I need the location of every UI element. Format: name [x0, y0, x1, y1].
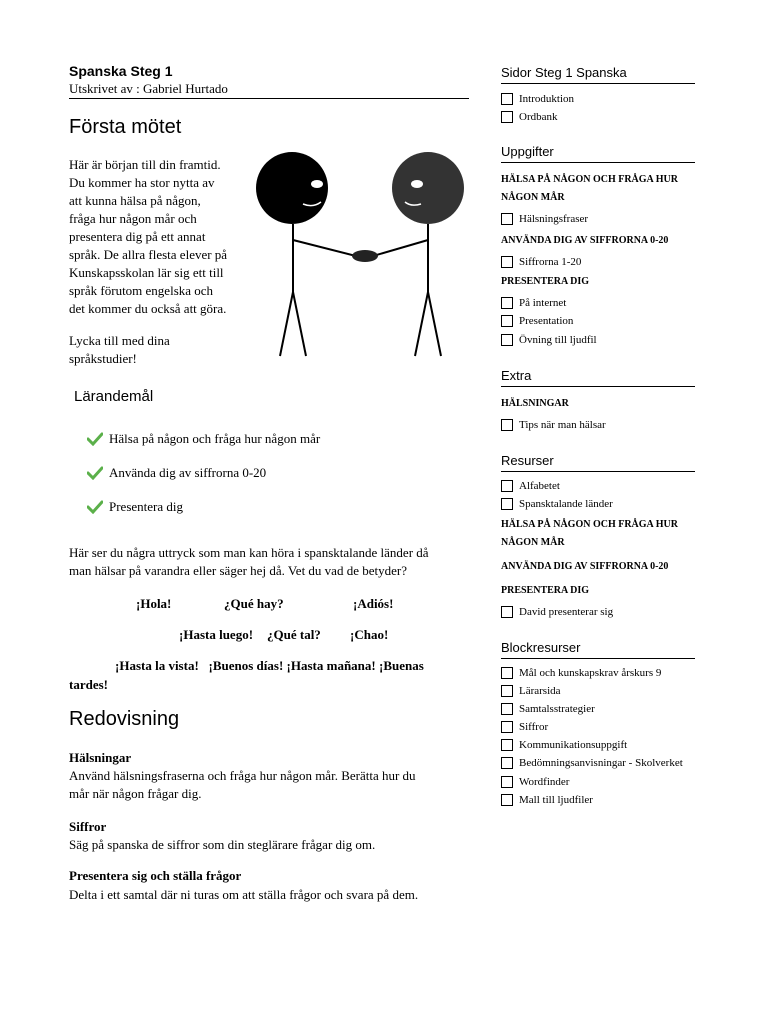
- wish-line: Lycka till med dina: [69, 333, 170, 348]
- goal-item: [87, 464, 266, 482]
- checkbox-icon[interactable]: [501, 419, 513, 431]
- phrase: ¿Qué hay?: [224, 596, 284, 611]
- checkmark-icon: [87, 466, 103, 480]
- goal-item: [87, 430, 320, 448]
- checkbox-icon[interactable]: [501, 667, 513, 679]
- redovisning-item-text: [69, 886, 469, 904]
- intro-line: det kommer du också att göra.: [69, 301, 227, 316]
- handshake-hands: [352, 250, 378, 262]
- phrase: ¡Adiós!: [353, 596, 394, 611]
- intro-line: språk förutom engelska och: [69, 283, 214, 298]
- sidebar-link-label[interactable]: Övning till ljudfil: [519, 334, 597, 346]
- redovisning-line: Delta i ett samtal där ni turas om att ställa frågor och svara på dem.: [69, 887, 419, 902]
- checkbox-icon[interactable]: [501, 256, 513, 268]
- checkbox-icon[interactable]: [501, 297, 513, 309]
- sidebar-link-block-resource[interactable]: [501, 756, 683, 770]
- checkbox-icon[interactable]: [501, 739, 513, 751]
- redovisning-item-title: Siffror: [69, 819, 107, 834]
- sidebar-link-label[interactable]: Spansktalande länder: [519, 498, 613, 510]
- checkbox-icon[interactable]: [501, 794, 513, 806]
- sidebar-group-title: ANVÄNDA DIG AV SIFFRORNA 0-20: [501, 561, 669, 572]
- sidebar-link-label[interactable]: Mål och kunskapskrav årskurs 9: [519, 667, 662, 679]
- checkbox-icon[interactable]: [501, 703, 513, 715]
- phrases-intro: [69, 544, 469, 580]
- sidebar-heading-block-resources: Blockresurser: [501, 640, 695, 659]
- phrase: ¡Hasta luego!: [179, 627, 254, 642]
- phrase: ¿Qué tal?: [267, 627, 321, 642]
- intro-line: Kunskapsskolan lär sig ett till: [69, 265, 224, 280]
- sidebar-heading-pages: Sidor Steg 1 Spanska: [501, 65, 695, 84]
- checkbox-icon[interactable]: [501, 213, 513, 225]
- sidebar-link-label[interactable]: Hälsningsfraser: [519, 213, 589, 225]
- sidebar-link-block-resource[interactable]: [501, 720, 548, 734]
- sidebar-group-title: HÄLSNINGAR: [501, 398, 569, 409]
- sidebar-link-pa-internet[interactable]: [501, 296, 566, 310]
- checkbox-icon[interactable]: [501, 776, 513, 788]
- section-title-intro: Första mötet: [69, 116, 182, 138]
- main-content: [69, 62, 469, 902]
- sidebar-link-label[interactable]: David presenterar sig: [519, 606, 614, 618]
- sidebar-link-label[interactable]: Siffror: [519, 721, 549, 733]
- redovisning-item-text: [69, 767, 469, 803]
- checkbox-icon[interactable]: [501, 685, 513, 697]
- phrases-intro-line: Här ser du några uttryck som man kan höra i spansktalande länder då: [69, 545, 429, 560]
- goal-label: Presentera dig: [109, 499, 184, 514]
- sidebar-link-block-resource[interactable]: [501, 702, 595, 716]
- sidebar-group-title: ANVÄNDA DIG AV SIFFRORNA 0-20: [501, 235, 669, 246]
- sidebar-link-label[interactable]: På internet: [519, 297, 567, 309]
- redovisning-line: Använd hälsningsfraserna och fråga hur någon mår. Berätta hur du: [69, 768, 416, 783]
- redovisning-line: Säg på spanska de siffror som din steglärare frågar dig om.: [69, 837, 376, 852]
- group-title-line: NÅGON MÅR: [501, 192, 565, 203]
- goal-label: Använda dig av siffrorna 0-20: [109, 465, 267, 480]
- sidebar-link-label[interactable]: Siffrorna 1-20: [519, 256, 582, 268]
- intro-line: Du kommer ha stor nytta av: [69, 175, 215, 190]
- checkbox-icon[interactable]: [501, 721, 513, 733]
- right-figure-head: [392, 152, 464, 224]
- sidebar-link-block-resource[interactable]: [501, 738, 627, 752]
- phrases-intro-line: man hälsar på varandra eller säger hej då. Vet du vad de betyder?: [69, 563, 407, 578]
- goal-label: Hälsa på någon och fråga hur någon mår: [109, 431, 321, 446]
- sidebar-link-label[interactable]: Wordfinder: [519, 776, 570, 788]
- sidebar-link-ovning[interactable]: [501, 333, 597, 347]
- sidebar-group-title: [501, 516, 695, 552]
- intro-text: [69, 156, 259, 318]
- intro-line: språk. De allra flesta elever på: [69, 247, 228, 262]
- wish-line: språkstudier!: [69, 351, 137, 366]
- intro-line: Här är början till din framtid.: [69, 157, 221, 172]
- goal-item: [87, 498, 183, 516]
- phrase: ¡Chao!: [350, 627, 389, 642]
- sidebar-link-label[interactable]: Samtalsstrategier: [519, 703, 595, 715]
- sidebar-group-title: [501, 171, 695, 207]
- sidebar-link-label[interactable]: Bedömningsanvisningar - Skolverket: [519, 757, 683, 769]
- checkbox-icon[interactable]: [501, 334, 513, 346]
- left-figure-head: [256, 152, 328, 224]
- handshake-illustration: [255, 152, 471, 358]
- sidebar-link-halsningsfraser[interactable]: [501, 212, 588, 226]
- group-title-line: HÄLSA PÅ NÅGON OCH FRÅGA HUR: [501, 519, 678, 530]
- sidebar-heading-resources: Resurser: [501, 453, 695, 472]
- checkbox-icon[interactable]: [501, 315, 513, 327]
- phrase-line: ¡Hasta la vista! ¡Buenos días! ¡Hasta mañana! ¡Buenas: [115, 658, 424, 673]
- checkmark-icon: [87, 500, 103, 514]
- course-title: Spanska Steg 1: [69, 63, 173, 79]
- redovisning-item-title: Hälsningar: [69, 750, 132, 765]
- sidebar-link-tips[interactable]: [501, 418, 606, 432]
- sidebar-link-ordbank[interactable]: [501, 110, 558, 124]
- redovisning-item-title: Presentera sig och ställa frågor: [69, 868, 242, 883]
- phrase-line: tardes!: [69, 677, 108, 692]
- sidebar-link-alfabetet[interactable]: [501, 479, 560, 493]
- sidebar-group-title: PRESENTERA DIG: [501, 276, 590, 287]
- sidebar-link-introduktion[interactable]: [501, 92, 574, 106]
- sidebar-heading-tasks: Uppgifter: [501, 144, 695, 163]
- checkbox-icon[interactable]: [501, 606, 513, 618]
- sidebar-link-label[interactable]: Tips när man hälsar: [519, 419, 606, 431]
- checkbox-icon[interactable]: [501, 93, 513, 105]
- sidebar-group-title: PRESENTERA DIG: [501, 585, 590, 596]
- checkbox-icon[interactable]: [501, 757, 513, 769]
- section-title-redovisning: Redovisning: [69, 708, 180, 730]
- phrase: ¡Hola!: [136, 596, 172, 611]
- sidebar-link-block-resource[interactable]: [501, 684, 561, 698]
- sidebar-link-david[interactable]: [501, 605, 613, 619]
- sidebar-link-block-resource[interactable]: [501, 666, 661, 680]
- sidebar-link-presentation[interactable]: [501, 314, 573, 328]
- sidebar-heading-extra: Extra: [501, 368, 695, 387]
- right-figure-eye: [411, 180, 423, 188]
- sidebar-link-label[interactable]: Mall till ljudfiler: [519, 794, 593, 806]
- checkbox-icon[interactable]: [501, 111, 513, 123]
- redovisning-line: mår när någon frågar dig.: [69, 786, 202, 801]
- sidebar-link-label[interactable]: Kommunikationsuppgift: [519, 739, 628, 751]
- checkbox-icon[interactable]: [501, 498, 513, 510]
- sidebar-link-label[interactable]: Lärarsida: [519, 685, 561, 697]
- sidebar-link-label[interactable]: Ordbank: [519, 111, 558, 123]
- sidebar-link-siffrorna[interactable]: [501, 255, 581, 269]
- group-title-line: HÄLSA PÅ NÅGON OCH FRÅGA HUR: [501, 174, 678, 185]
- left-figure-eye: [311, 180, 323, 188]
- intro-line: presentera dig på ett annat: [69, 229, 206, 244]
- sidebar-link-label[interactable]: Alfabetet: [519, 480, 560, 492]
- sidebar-link-label[interactable]: Presentation: [519, 315, 574, 327]
- sidebar-link-block-resource[interactable]: [501, 793, 593, 807]
- group-title-line: NÅGON MÅR: [501, 537, 565, 548]
- sidebar-link-lander[interactable]: [501, 497, 613, 511]
- wish-text: [69, 332, 259, 368]
- intro-line: fråga hur någon mår och: [69, 211, 197, 226]
- sidebar-link-block-resource[interactable]: [501, 775, 569, 789]
- checkmark-icon: [87, 432, 103, 446]
- intro-line: att kunna hälsa på någon,: [69, 193, 201, 208]
- goals-heading: Lärandemål: [74, 388, 154, 405]
- redovisning-item-text: [69, 836, 469, 854]
- checkbox-icon[interactable]: [501, 480, 513, 492]
- printed-by: Utskrivet av : Gabriel Hurtado: [69, 80, 469, 99]
- sidebar-link-label[interactable]: Introduktion: [519, 93, 574, 105]
